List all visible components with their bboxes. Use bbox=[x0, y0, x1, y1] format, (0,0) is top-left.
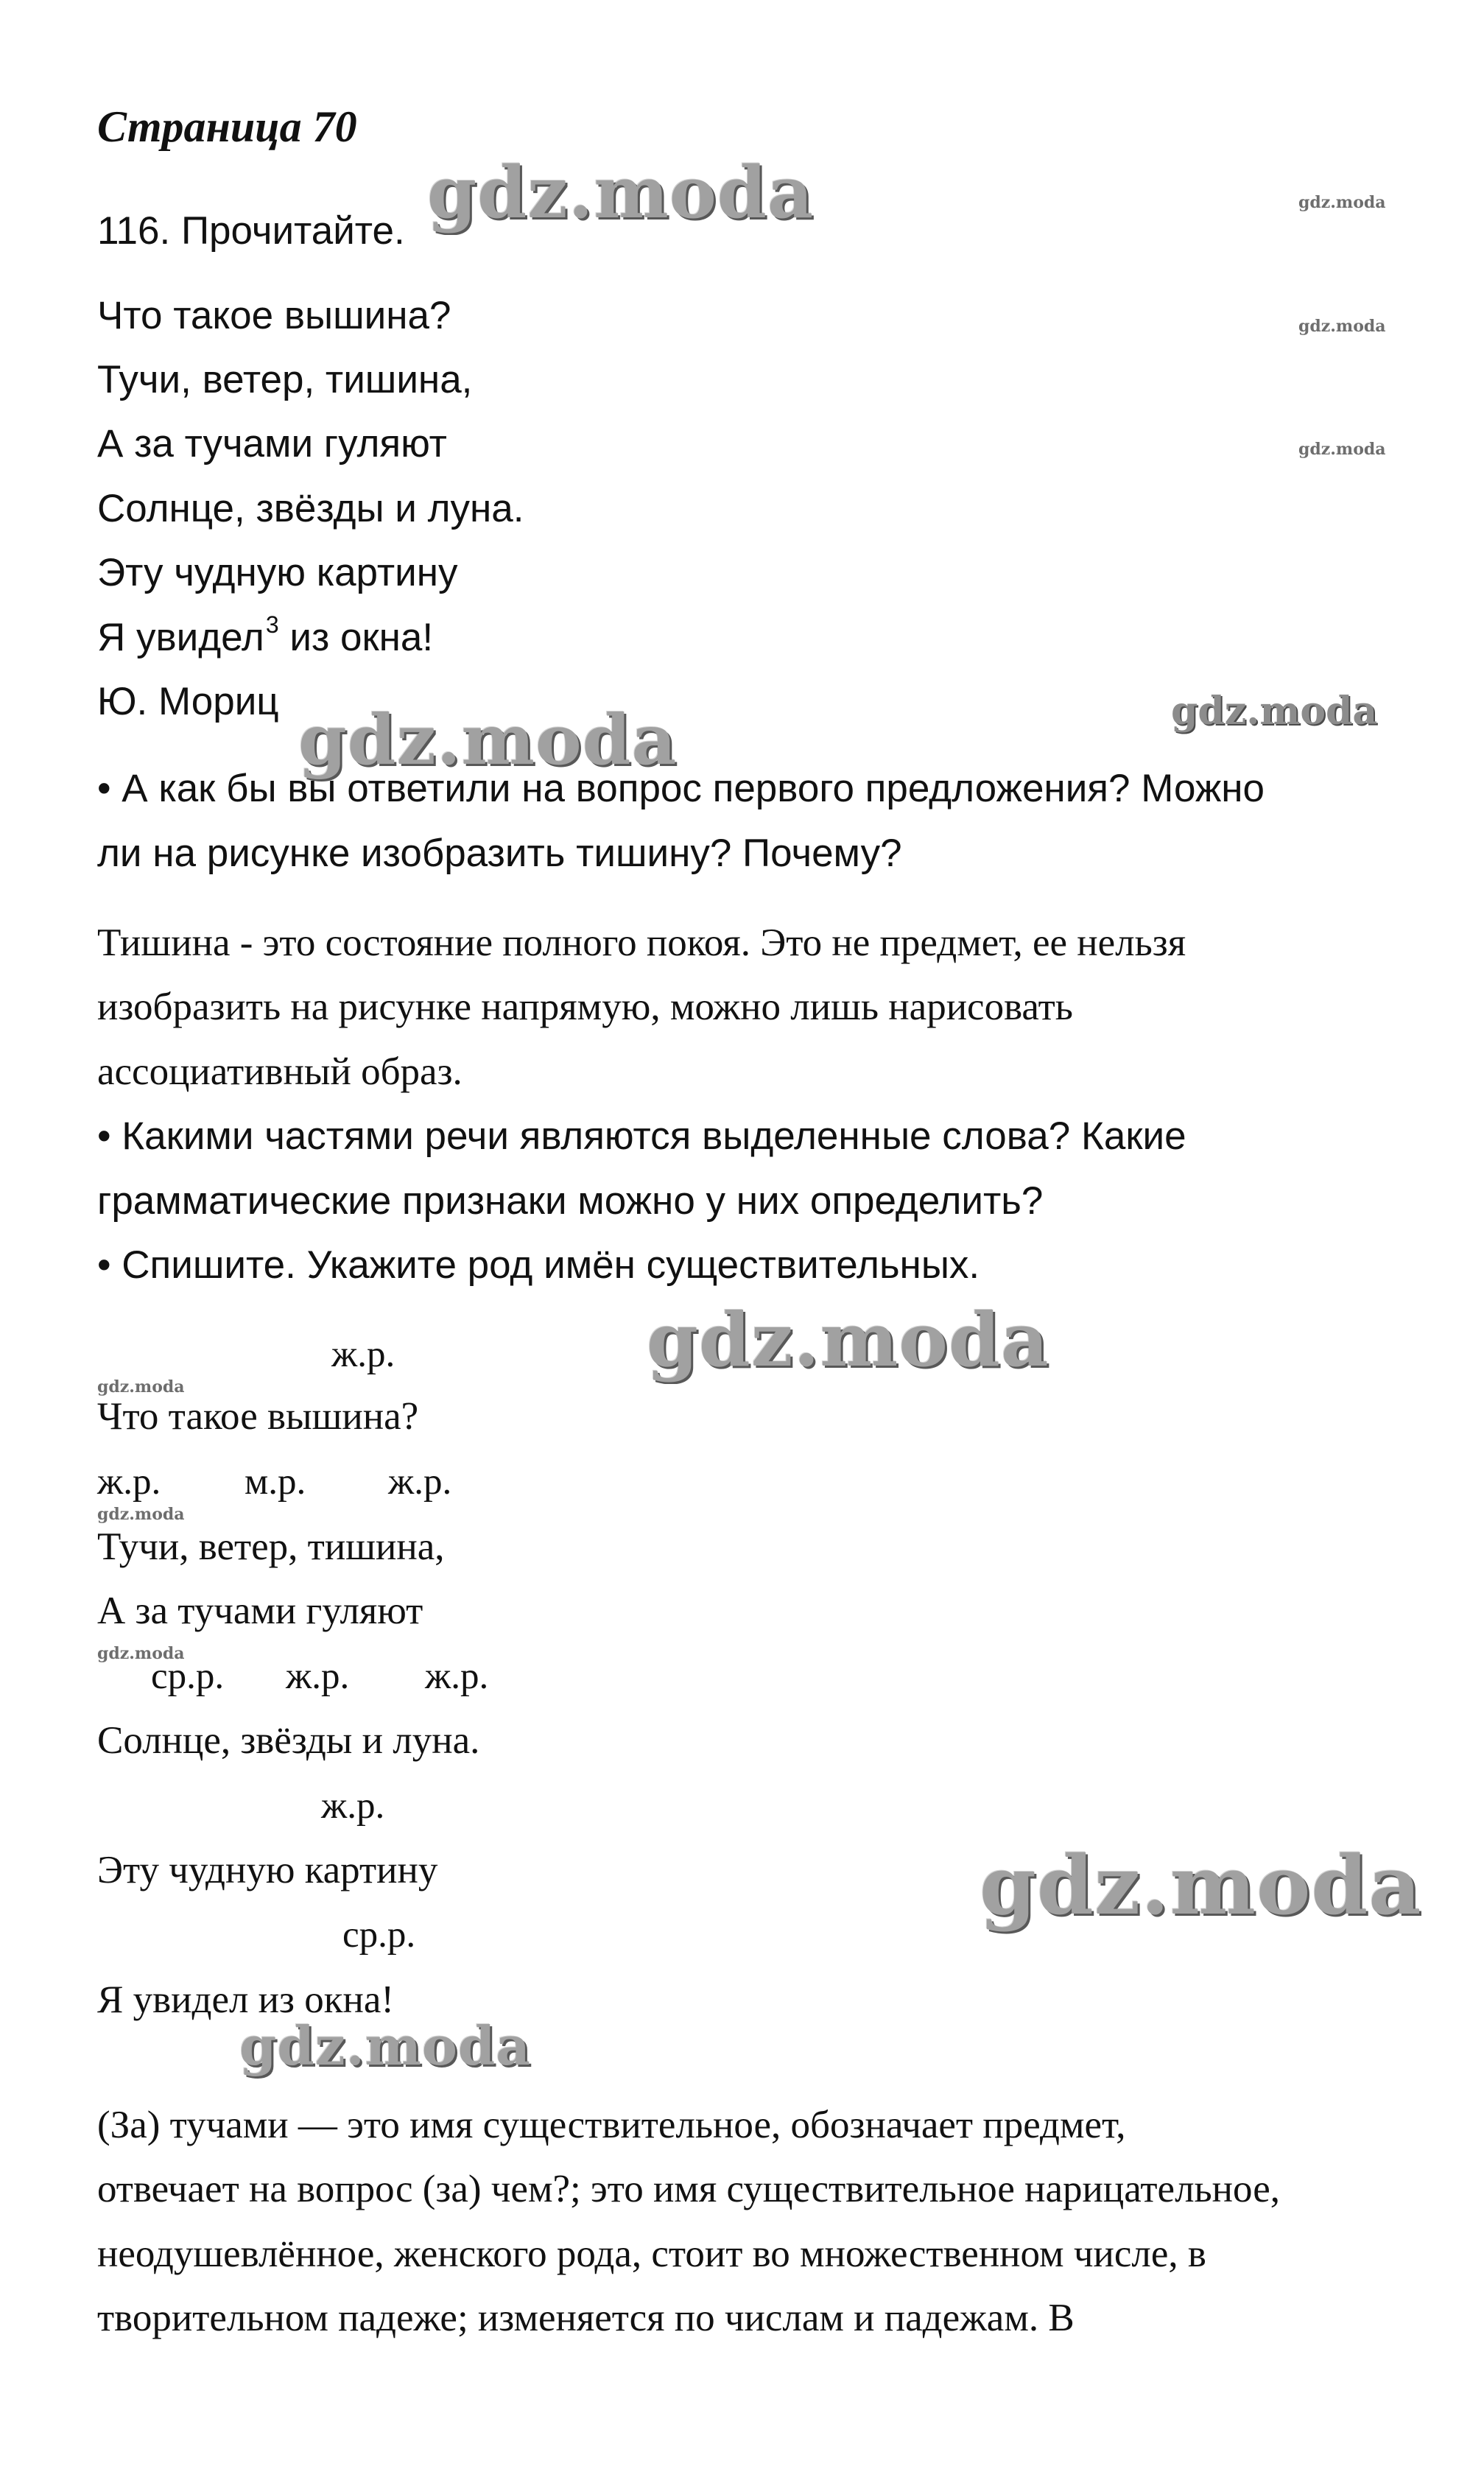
watermark-small: gdz.moda bbox=[97, 1505, 185, 1524]
footnote-superscript: 3 bbox=[265, 611, 279, 638]
answer-line: ассоциативный образ. bbox=[97, 1050, 463, 1093]
watermark-logo: gdz.moda bbox=[427, 151, 815, 234]
marked-poem-line: А за тучами гуляют bbox=[97, 1589, 423, 1632]
task-line: • Спишите. Укажите род имён существительных. bbox=[97, 1243, 980, 1287]
poem-line: Эту чудную картину bbox=[97, 551, 458, 594]
poem-author: Ю. Мориц bbox=[97, 680, 279, 723]
gender-mark: ж.р. bbox=[286, 1656, 350, 1697]
marked-poem-line: Солнце, звёзды и луна. bbox=[97, 1719, 480, 1762]
watermark-small: gdz.moda bbox=[1298, 317, 1386, 336]
analysis-line: (За) тучами — это имя существительное, обозначает предмет, bbox=[97, 2104, 1126, 2146]
watermark-small: gdz.moda bbox=[1298, 193, 1386, 212]
gender-mark: ср.р. bbox=[342, 1914, 416, 1956]
gender-mark: ж.р. bbox=[97, 1461, 161, 1503]
answer-line: Тишина - это состояние полного покоя. Это не предмет, ее нельзя bbox=[97, 921, 1186, 964]
page-title: Страница 70 bbox=[97, 102, 357, 151]
poem-line-text: из окна! bbox=[278, 616, 434, 659]
gender-mark: ж.р. bbox=[388, 1461, 452, 1503]
marked-poem-line: Что такое вышина? bbox=[97, 1395, 419, 1438]
marked-poem-line: Эту чудную картину bbox=[97, 1849, 438, 1891]
poem-line: А за тучами гуляют bbox=[97, 422, 447, 466]
watermark-small: gdz.moda bbox=[97, 1377, 185, 1397]
watermark-medium: gdz.moda bbox=[1171, 689, 1378, 734]
poem-line: Тучи, ветер, тишина, bbox=[97, 358, 473, 401]
question-line: • Какими частями речи являются выделенные слова? Какие bbox=[97, 1114, 1186, 1158]
analysis-line: творительном падеже; изменяется по числам и падежам. В bbox=[97, 2297, 1075, 2339]
analysis-line: отвечает на вопрос (за) чем?; это имя существительное нарицательное, bbox=[97, 2168, 1280, 2210]
gender-mark: ж.р. bbox=[321, 1785, 385, 1827]
marked-poem-line: Я увидел из окна! bbox=[97, 1978, 395, 2021]
gender-mark: ср.р. bbox=[151, 1656, 225, 1697]
watermark-logo: gdz.moda bbox=[239, 2014, 531, 2077]
gender-mark: ж.р. bbox=[425, 1656, 489, 1697]
poem-line-text: Я увидел bbox=[97, 616, 264, 659]
question-line: ли на рисунке изобразить тишину? Почему? bbox=[97, 832, 902, 875]
question-line: грамматические признаки можно у них определить? bbox=[97, 1179, 1044, 1223]
exercise-number: 116. Прочитайте. bbox=[97, 209, 405, 253]
gender-mark: м.р. bbox=[245, 1461, 306, 1503]
poem-line: Что такое вышина? bbox=[97, 294, 451, 337]
question-line: • А как бы вы ответили на вопрос первого предложения? Можно bbox=[97, 767, 1265, 810]
watermark-small: gdz.moda bbox=[1298, 440, 1386, 459]
marked-poem-line: Тучи, ветер, тишина, bbox=[97, 1525, 445, 1568]
watermark-logo: gdz.moda bbox=[647, 1296, 1049, 1383]
answer-line: изобразить на рисунке напрямую, можно лишь нарисовать bbox=[97, 986, 1073, 1028]
gender-mark: ж.р. bbox=[331, 1334, 395, 1375]
watermark-small: gdz.moda bbox=[97, 1644, 185, 1663]
watermark-logo: gdz.moda bbox=[980, 1838, 1422, 1933]
poem-line-last bbox=[97, 611, 434, 660]
analysis-line: неодушевлённое, женского рода, стоит во множественном числе, в bbox=[97, 2233, 1206, 2275]
poem-line: Солнце, звёзды и луна. bbox=[97, 487, 524, 530]
watermark-logo: gdz.moda bbox=[298, 700, 678, 781]
